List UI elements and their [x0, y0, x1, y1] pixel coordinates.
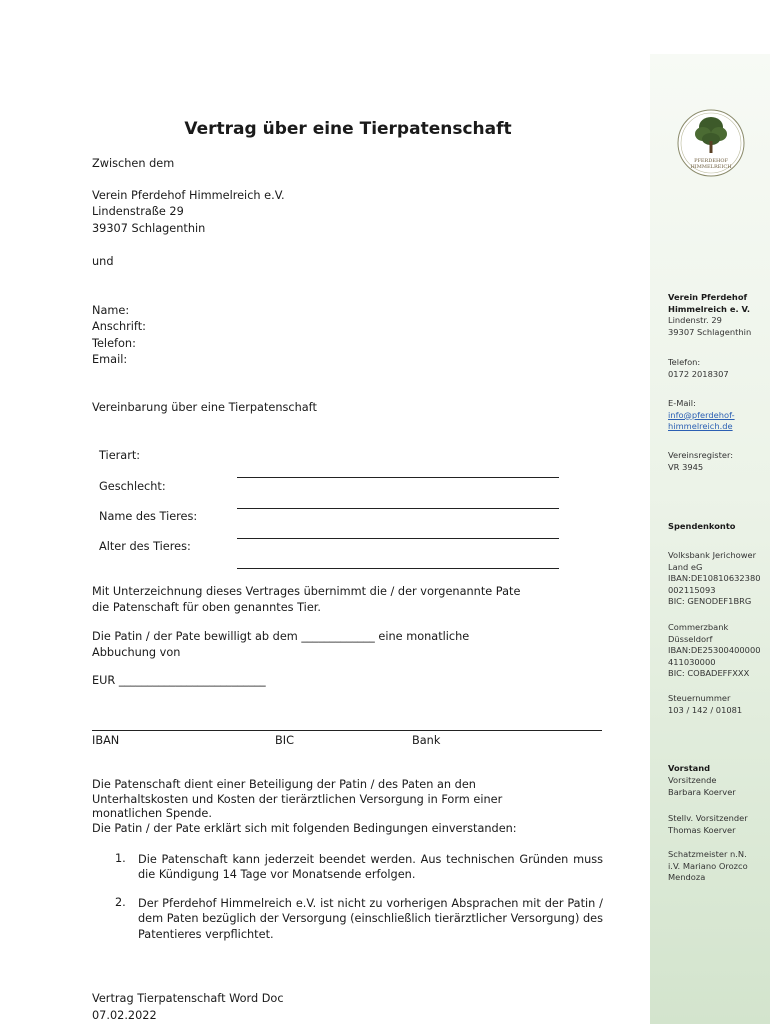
telefon-value: 0172 2018307 — [668, 368, 729, 379]
address-line: 39307 Schlagenthin — [668, 326, 752, 337]
address-line: Lindenstr. 29 — [668, 315, 722, 325]
uebernahme-paragraph: Mit Unterzeichnung dieses Vertrages übernimmt die / der vorgenannte Pate die Patenschaft für oben genanntes Tier. — [92, 585, 521, 615]
bank-line[interactable] — [92, 730, 602, 731]
sidebar-bank2: Commerzbank Düsseldorf IBAN:DE25300400000 411030000 BIC: COBADEFFXXX — [668, 622, 761, 678]
field-label: Name: — [92, 304, 130, 317]
register-label: Vereinsregister: — [668, 450, 734, 460]
sidebar-spenden-title: Spendenkonto — [668, 521, 736, 531]
blank-line[interactable] — [237, 508, 559, 509]
sidebar-vorstand2: Stellv. Vorsitzender Thomas Koerver — [668, 813, 748, 835]
sidebar-register — [668, 450, 733, 473]
field-label: Telefon: — [92, 336, 136, 350]
list-item: Die Patenschaft kann jederzeit beendet werden. Aus technischen Gründen muss die Kündigung 14 Tage vor Monatsende erfolgen. — [138, 853, 603, 882]
blank-line[interactable] — [237, 477, 559, 478]
sidebar-steuer: Steuernummer 103 / 142 / 01081 — [668, 693, 743, 715]
sidebar-vorstand3: Schatzmeister n.N. i.V. Mariano Orozco Mendoza — [668, 849, 748, 882]
sidebar-org — [668, 292, 751, 338]
register-value: VR 3945 — [668, 461, 704, 472]
field-label: Anschrift: — [92, 320, 146, 334]
field-label-alter: Alter des Tieres: — [99, 540, 191, 553]
sidebar-email — [668, 398, 735, 433]
sidebar-bank1: Volksbank Jerichower Land eG IBAN:DE10810632380 002115093 BIC: GENODEF1BRG — [668, 550, 761, 606]
footer: Vertrag Tierpatenschaft Word Doc 07.02.2022 — [92, 992, 284, 1022]
sidebar-telefon — [668, 357, 729, 380]
field-label-name: Name des Tieres: — [99, 510, 198, 523]
sidebar-vorstand-title: Vorstand — [668, 763, 711, 773]
document-title: Vertrag über eine Tierpatenschaft — [184, 119, 512, 139]
svg-text:PFERDEHOF: PFERDEHOF — [694, 158, 728, 164]
email-link[interactable]: himmelreich.de — [668, 421, 733, 431]
beteiligung-paragraph: Die Patenschaft dient einer Beteiligung der Patin / des Paten an den Unterhaltskosten und Kosten der tierärztlichen Versorgung in Form einer monatlichen Spende. Die Patin / der Pate erklärt sich mit folgenden Bedingungen einverstanden: — [92, 778, 517, 835]
sidebar-vorstand1: Vorsitzende Barbara Koerver — [668, 775, 736, 797]
blank-line[interactable] — [237, 538, 559, 539]
iban-label: IBAN — [92, 734, 120, 747]
list-number: 2. — [115, 896, 126, 909]
svg-text:HIMMELREICH: HIMMELREICH — [690, 164, 732, 170]
org-name-line: Himmelreich e. V. — [668, 303, 750, 314]
telefon-label: Telefon: — [668, 357, 701, 367]
zwischen-text: Zwischen dem — [92, 157, 175, 170]
bank-label: Bank — [412, 734, 441, 747]
field-label-tierart: Tierart: — [99, 449, 141, 462]
org-name-line: Verein Pferdehof — [668, 292, 748, 302]
blank-line[interactable] — [237, 568, 559, 569]
list-number: 1. — [115, 852, 126, 865]
pferdehof-logo — [676, 108, 746, 178]
und-text: und — [92, 255, 114, 268]
verein-address: Verein Pferdehof Himmelreich e.V. Lindenstraße 29 39307 Schlagenthin — [92, 189, 285, 235]
field-label-geschlecht: Geschlecht: — [99, 480, 166, 493]
abbuchung-paragraph: Die Patin / der Pate bewilligt ab dem _____________ eine monatliche Abbuchung von — [92, 630, 470, 660]
email-link[interactable]: info@pferdehof- — [668, 409, 735, 420]
field-label: Email: — [92, 352, 128, 366]
pate-fields — [92, 303, 146, 368]
eur-field: EUR __________________________ — [92, 674, 266, 687]
email-label: E-Mail: — [668, 398, 696, 408]
bic-label: BIC — [275, 734, 294, 747]
vereinbarung-heading: Vereinbarung über eine Tierpatenschaft — [92, 401, 317, 414]
list-item: Der Pferdehof Himmelreich e.V. ist nicht zu vorherigen Absprachen mit der Patin / dem Paten bezüglich der Versorgung (einschließlich tierärztlicher Versorgung) des Patentieres verpflichtet. — [138, 897, 603, 941]
